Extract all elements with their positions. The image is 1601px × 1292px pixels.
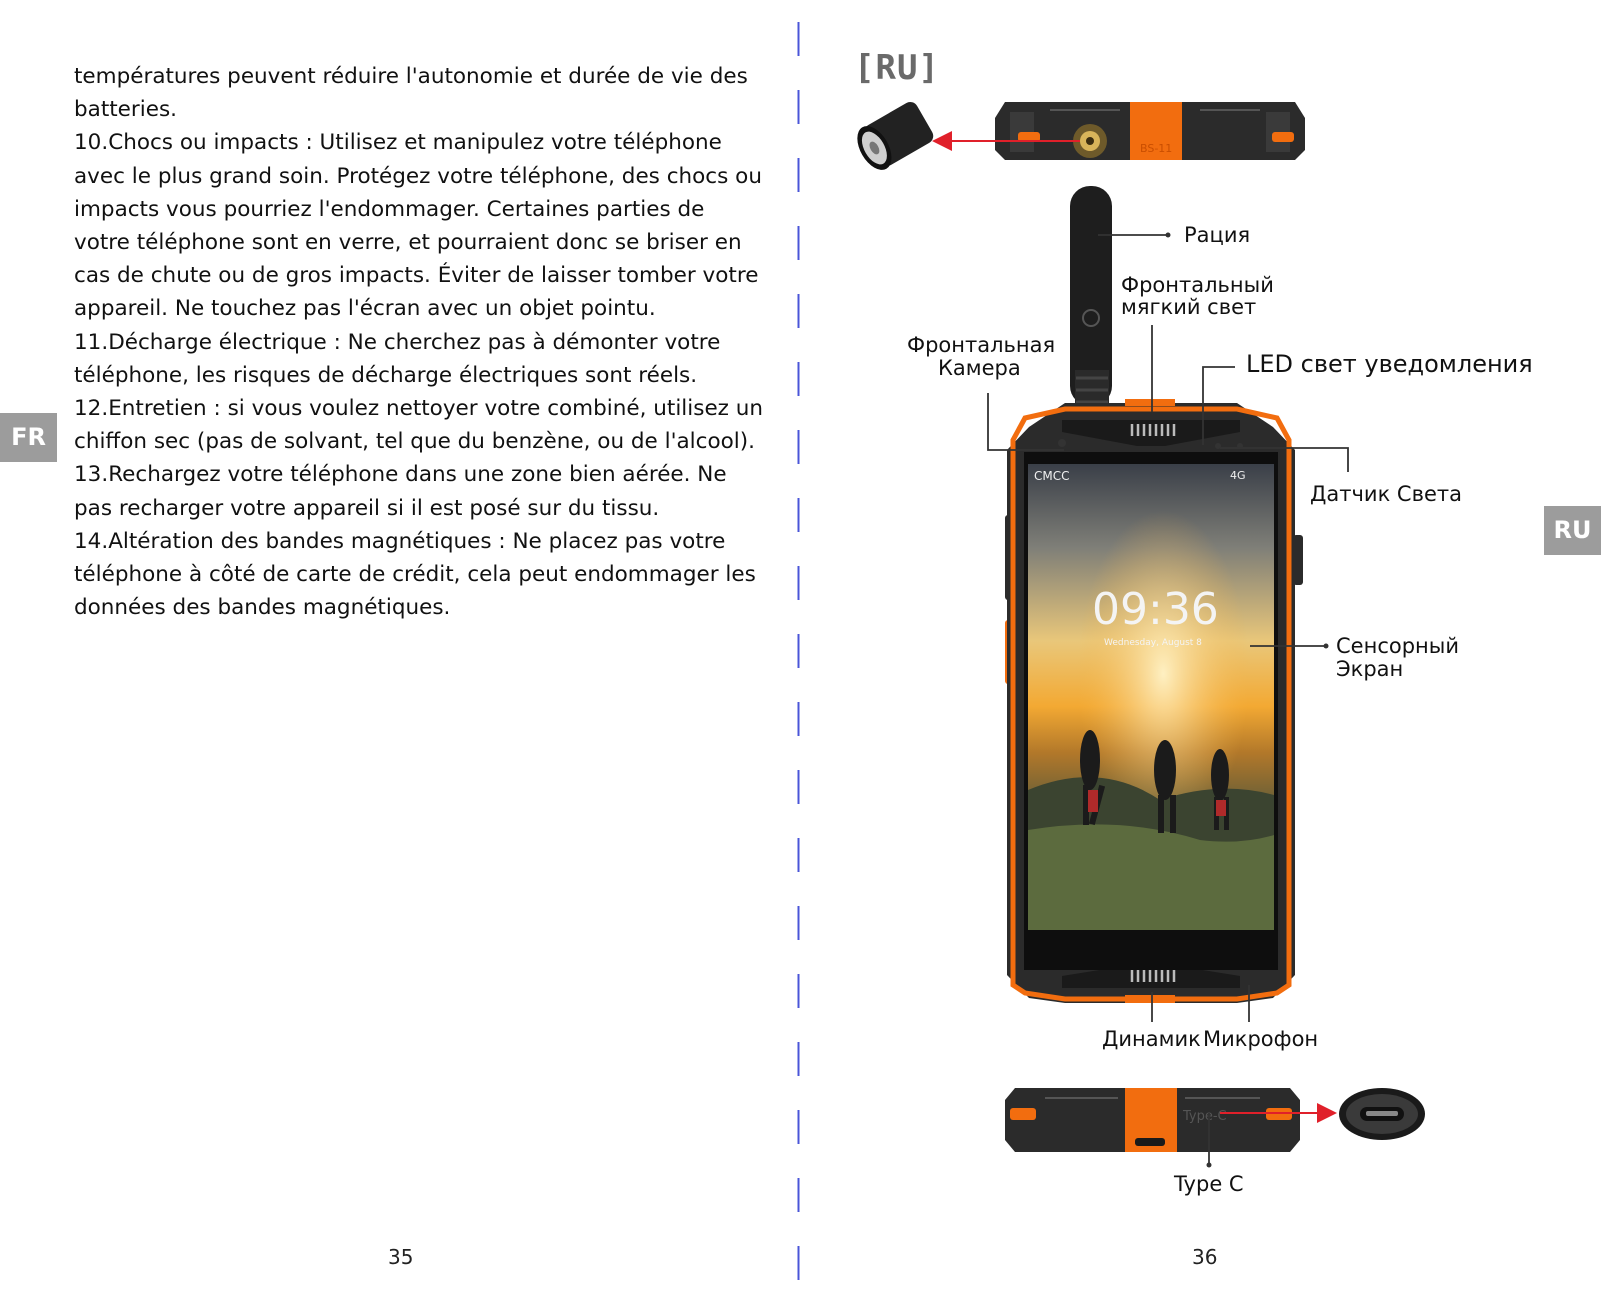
phone-top-view — [995, 102, 1305, 160]
screen-carrier: CMCC — [1034, 469, 1070, 483]
label-radio: Рация — [1184, 223, 1251, 247]
language-tab-fr: FR — [0, 413, 57, 462]
screen-date: Wednesday, August 8 — [1104, 638, 1202, 648]
paragraph: températures peuvent réduire l'autonomie et durée de vie des batteries. — [74, 64, 748, 123]
label-microphone: Микрофон — [1203, 1027, 1319, 1051]
svg-text:Type-C: Type-C — [1183, 1109, 1227, 1124]
screen-status: 4G — [1230, 469, 1246, 482]
section-tag: [RU] — [854, 48, 940, 88]
screen-clock: 09:36 — [1092, 584, 1219, 635]
paragraph: 12.Entretien : si vous voulez nettoyer votre combiné, utilisez un chiffon sec (pas de solvant, tel que du benzène, ou de l'alcool). — [74, 396, 764, 455]
paragraph: 13.Rechargez votre téléphone dans une zone bien aérée. Ne pas recharger votre appareil si il est posé sur du tissu. — [74, 462, 727, 521]
label-front-camera-line1: Фронтальная — [907, 333, 1056, 357]
right-page — [800, 0, 1601, 1292]
lock-screen — [1028, 464, 1274, 930]
label-front-camera-line2: Камера — [938, 356, 1021, 380]
left-page — [0, 0, 800, 1292]
page-number: 35 — [388, 1245, 414, 1269]
label-touch-screen-line2: Экран — [1336, 657, 1404, 681]
label-light-sensor: Датчик Света — [1310, 482, 1462, 506]
antenna-connector-closeup — [850, 98, 936, 176]
paragraph: 10.Chocs ou impacts : Utilisez et manipulez votre téléphone avec le plus grand soin. Protégez votre téléphone, des chocs ou impacts vous pourriez l'endommager. Certaines parties de votre téléphone sont en verre, et pourraient donc se briser en cas de chute ou de gros impacts. Éviter de laisser tomber votre appareil. Ne touchez pas l'écran avec un objet pointu. — [74, 130, 762, 322]
french-safety-text — [74, 60, 764, 624]
language-tab-ru: RU — [1544, 506, 1601, 555]
label-front-soft-light-line2: мягкий свет — [1121, 295, 1257, 319]
paragraph: 14.Altération des bandes magnétiques : Ne placez pas votre téléphone à côté de carte de crédit, cela peut endommager les données des bandes magnétiques. — [74, 528, 756, 621]
antenna-icon — [1070, 186, 1112, 415]
label-touch-screen-line1: Сенсорный — [1336, 634, 1459, 658]
label-type-c: Type C — [1174, 1172, 1244, 1196]
svg-text:BS-11: BS-11 — [1140, 142, 1173, 155]
usb-port-closeup — [1339, 1088, 1425, 1140]
page-number: 36 — [1192, 1245, 1218, 1269]
paragraph: 11.Décharge électrique : Ne cherchez pas à démonter votre téléphone, les risques de décharge électriques sont réels. — [74, 329, 721, 388]
phone-bottom-view — [1005, 1088, 1300, 1152]
label-led-notification: LED свет уведомления — [1246, 350, 1533, 378]
label-speaker: Динамик — [1102, 1027, 1201, 1051]
label-front-soft-light-line1: Фронтальный — [1121, 273, 1274, 297]
